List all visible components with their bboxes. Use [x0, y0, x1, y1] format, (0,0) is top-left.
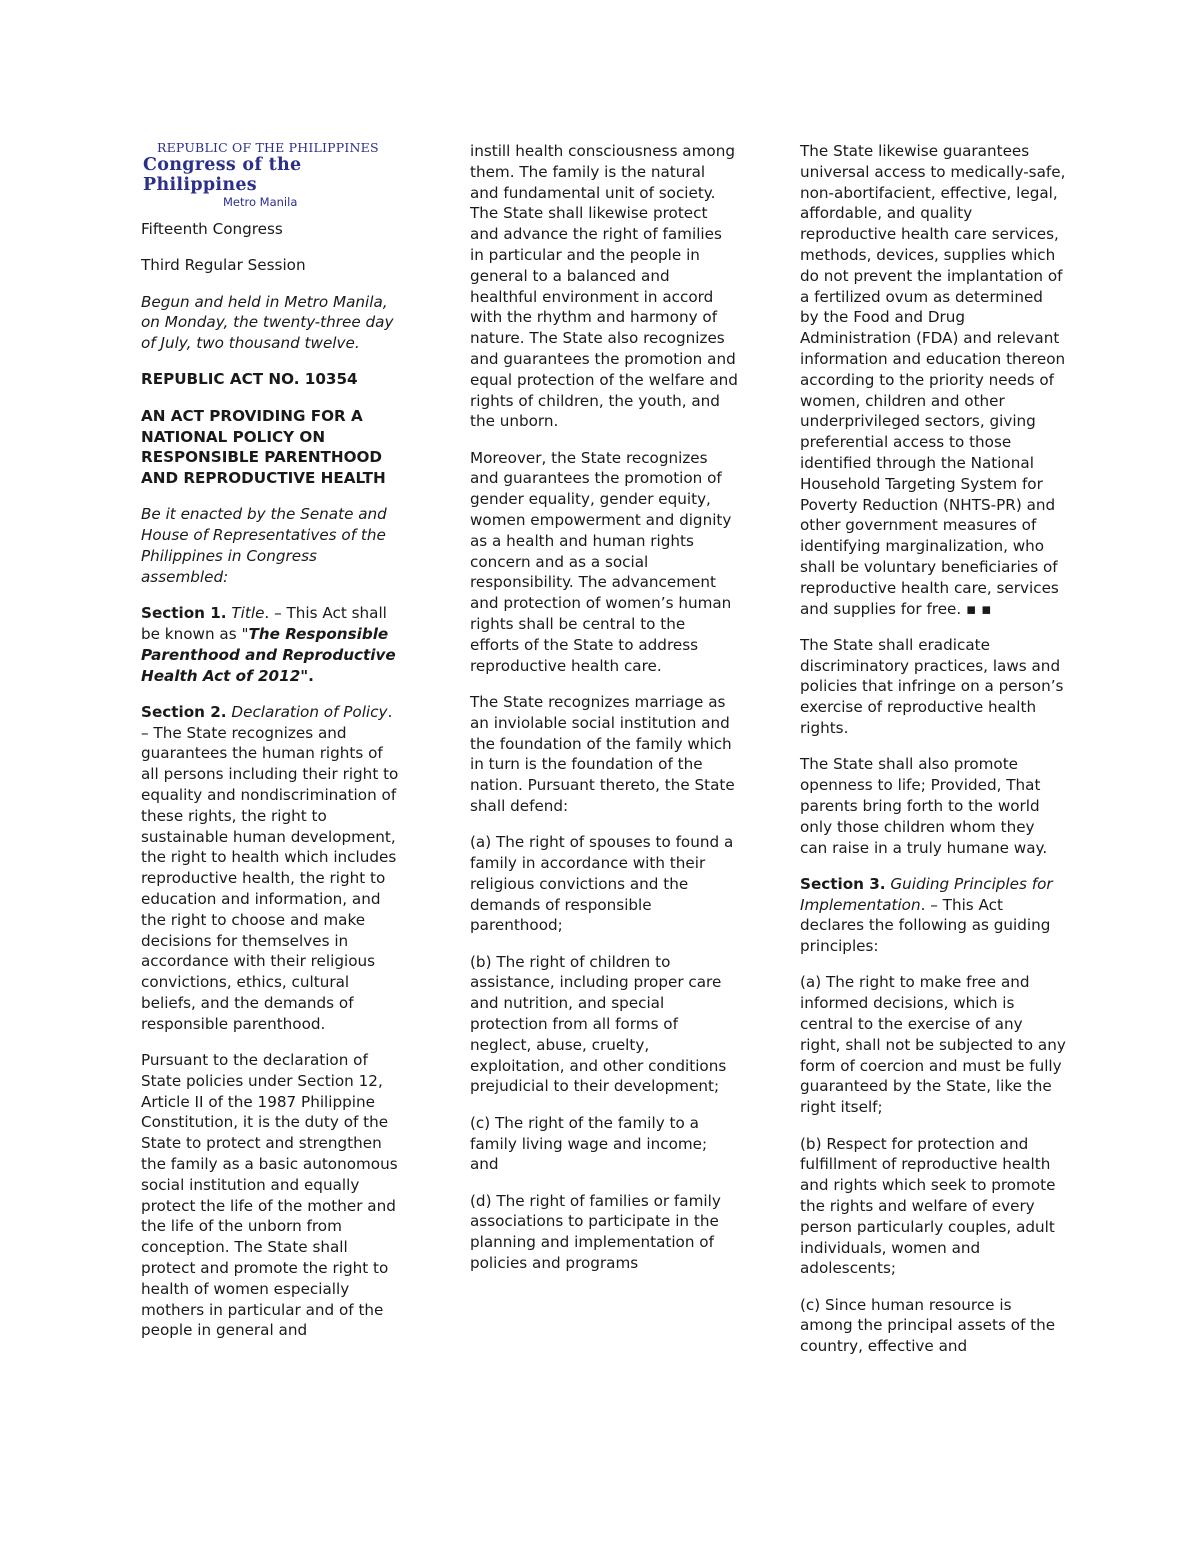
paragraph: Moreover, the State recognizes and guarantees the promotion of gender equality, gender equity, women empowerment and dignity as a health and human rights concern and as a social responsibility. The advancement and protection of women’s human rights shall be central to the efforts of the State to address reproductive health care. — [470, 448, 732, 675]
paragraph: The State shall eradicate discriminatory practices, laws and policies that infringe on a person’s exercise of reproductive health rights. — [800, 635, 1064, 738]
act-title: AN ACT PROVIDING FOR A NATIONAL POLICY ON RESPONSIBLE PARENTHOOD AND REPRODUCTIVE HEALTH — [141, 406, 386, 488]
list-item: (c) Since human resource is among the principal assets of the country, effective and — [800, 1295, 1056, 1356]
section-3-label: Section 3. — [800, 874, 886, 893]
paragraph: instill health consciousness among them. The family is the natural and fundamental unit of society. The State shall likewise protect and advance the right of families in particular and the people in general to a balanced and healthful environment in accord with the rhythm and harmony of nature. The State also recognizes and guarantees the promotion and equal protection of the welfare and rights of children, the youth, and the unborn. — [470, 142, 738, 431]
column-1 — [141, 141, 403, 1357]
section-1-act-name: The Responsible Parenthood and Reproductive Health Act of 2012 — [141, 624, 396, 685]
enacting-clause: Be it enacted by the Senate and House of Representatives of the Philippines in Congress assembled: — [141, 505, 387, 586]
section-2-text: . – The State recognizes and guarantees the human rights of all persons including their right to equality and nondiscrimination of these rights, the right to sustainable human development, the right to health which includes reproductive health, the right to education and information, and the right to choose and make decisions for themselves in accordance with their religious convictions, ethics, cultural beliefs, and the demands of responsible parenthood. — [141, 702, 399, 1033]
begun-paragraph: Begun and held in Metro Manila, on Monday, the twenty-three day of July, two thousand twelve. — [141, 292, 394, 353]
list-item: (a) The right of spouses to found a family in accordance with their religious convictions and the demands of responsible parenthood; — [470, 833, 734, 935]
seal-sub-text: Metro Manila — [223, 195, 298, 209]
seal-main-text: Congress of the Philippines — [143, 155, 302, 195]
list-item: (d) The right of families or family associations to participate in the planning and implementation of policies and programs — [470, 1191, 721, 1273]
congress-line: Fifteenth Congress — [141, 220, 283, 238]
seal-top-text: REPUBLIC OF THE PHILIPPINES — [157, 140, 379, 155]
section-3-text: . – This Act declares the following as guiding principles: — [800, 895, 1051, 956]
paragraph: The State likewise guarantees universal access to medically-safe, non-abortifacient, effective, legal, affordable, and quality reproductive health care services, methods, devices, supplies which do not prevent the implantation of a fertilized ovum as determined by the Food and Drug Administration (FDA) and relevant information and education thereon according to the priority needs of women, children and other underprivileged sectors, giving preferential access to those identified through the National Household Targeting System for Poverty Reduction (NHTS-PR) and other government measures of identifying marginalization, who shall be voluntary beneficiaries of reproductive health care, services and supplies for free. ▪ ▪ — [800, 142, 1066, 618]
paragraph: The State shall also promote openness to life; Provided, That parents bring forth to the world only those children whom they can raise in a truly humane way. — [800, 755, 1048, 857]
list-item: (b) Respect for protection and fulfillment of reproductive health and rights which seek to promote the rights and welfare of every person particularly couples, adult individuals, women and adolescents; — [800, 1134, 1056, 1278]
section-2 — [141, 702, 403, 1035]
list-item: (b) The right of children to assistance, including proper care and nutrition, and special protection from all forms of neglect, abuse, cruelty, exploitation, and other conditions prejudicial to their development; — [470, 952, 727, 1096]
section-1-text: . – This Act shall be known as " — [141, 604, 387, 643]
pursuant-paragraph: Pursuant to the declaration of State policies under Section 12, Article II of the 1987 Philippine Constitution, it is the duty of the State to protect and strengthen the family as a basic autonomous social institution and equally protect the life of the mother and the life of the unborn from conception. The State shall protect and promote the right to health of women especially mothers in particular and of the people in general and — [141, 1051, 398, 1340]
column-3 — [800, 141, 1066, 1373]
list-item: (c) The right of the family to a family living wage and income; and — [470, 1113, 708, 1174]
session-line: Third Regular Session — [141, 256, 306, 275]
section-1-end: ". — [300, 666, 314, 685]
section-1-title: Title — [231, 604, 265, 623]
congress-seal — [141, 141, 403, 209]
section-3-title: Guiding Principles for Implementation — [800, 874, 1053, 914]
paragraph: The State recognizes marriage as an inviolable social institution and the foundation of the family which in turn is the foundation of the nation. Pursuant thereto, the State shall defend: — [470, 692, 735, 815]
act-number: REPUBLIC ACT NO. 10354 — [141, 370, 358, 389]
section-3 — [800, 874, 1066, 957]
section-1-label: Section 1. — [141, 604, 227, 623]
column-2 — [470, 141, 738, 1289]
section-2-title: Declaration of Policy — [231, 702, 388, 721]
section-1 — [141, 603, 403, 686]
list-item: (a) The right to make free and informed decisions, which is central to the exercise of any right, shall not be subjected to any form of coercion and must be fully guaranteed by the State, like the right itself; — [800, 973, 1066, 1117]
section-2-label: Section 2. — [141, 702, 227, 721]
